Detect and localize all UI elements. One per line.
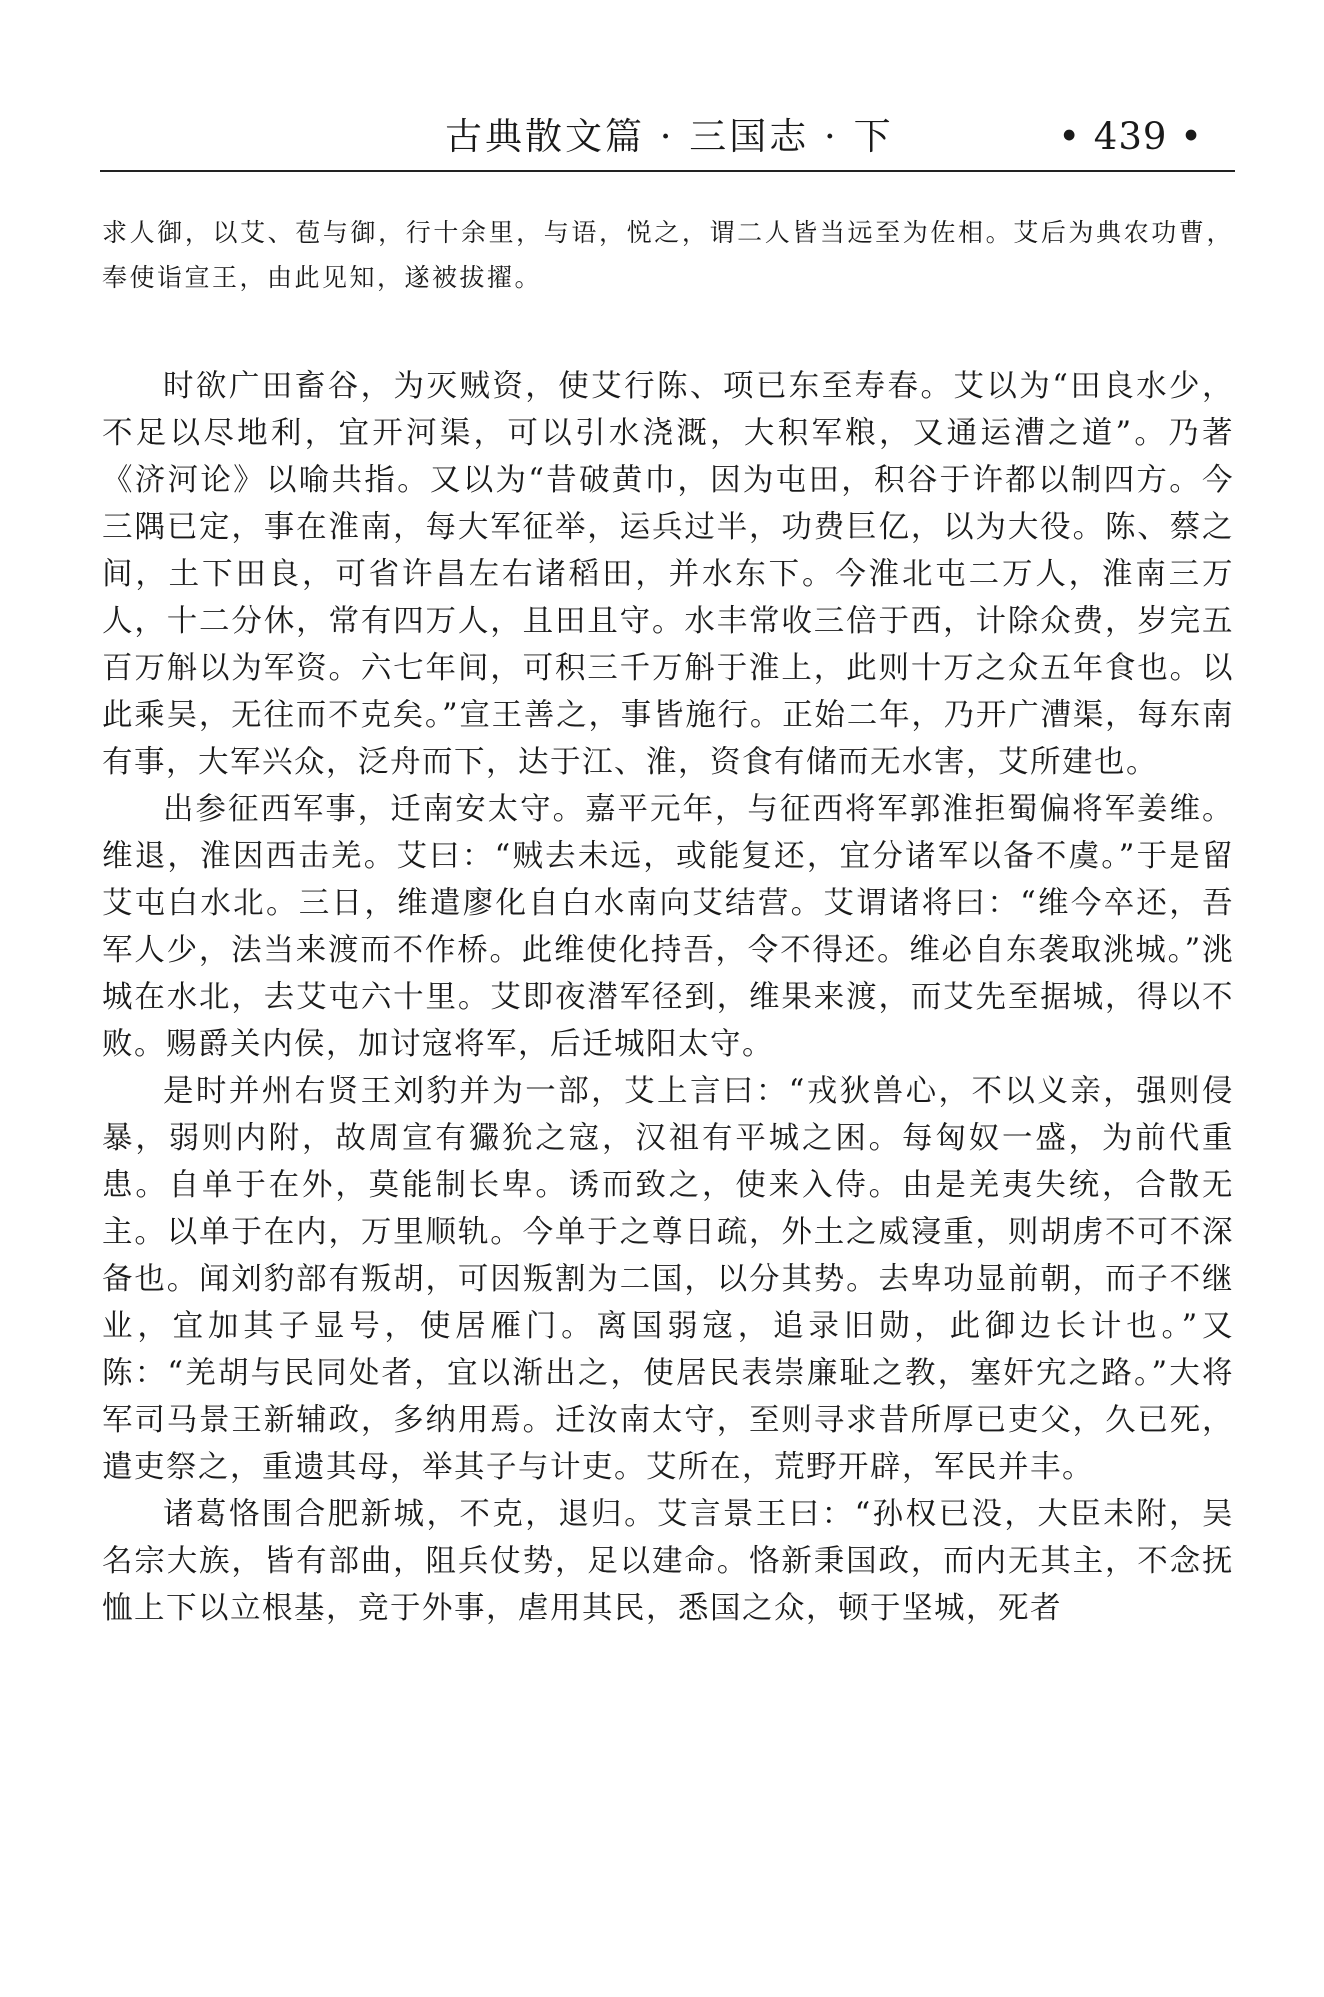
paragraph: 是时并州右贤王刘豹并为一部，艾上言曰：“戎狄兽心，不以义亲，强则侵暴，弱则内附，故周宣有玁狁之寇，汉祖有平城之困。每匈奴一盛，为前代重患。自单于在外，莫能制长卑。诱而致之，使来入侍。由是羌夷失统，合散无主。以单于在内，万里顺轨。今单于之尊日疏，外土之威寖重，则胡虏不可不深备也。闻刘豹部有叛胡，可因叛割为二国，以分其势。去卑功显前朝，而子不继业，宜加其子显号，使居雁门。离国弱寇，追录旧勋，此御边长计也。”又陈：“羌胡与民同处者，宜以渐出之，使居民表崇廉耻之教，塞奸宄之路。”大将军司马景王新辅政，多纳用焉。迁汝南太守，至则寻求昔所厚已吏父，久已死，遣吏祭之，重遗其母，举其子与计吏。艾所在，荒野开辟，军民并丰。 xyxy=(102,1074,1234,1485)
quote-paragraph: 求人御，以艾、苞与御，行十余里，与语，悦之，谓二人皆当远至为佐相。艾后为典农功曹，奉使诣宣王，由此见知，遂被拔擢。 xyxy=(102,218,1234,292)
header-rule xyxy=(100,170,1235,172)
page-number: • 439 • xyxy=(1058,115,1203,158)
body-text xyxy=(102,363,1234,1632)
running-header xyxy=(100,105,1235,169)
paragraph: 出参征西军事，迁南安太守。嘉平元年，与征西将军郭淮拒蜀偏将军姜维。维退，淮因西击羌。艾曰：“贼去未远，或能复还，宜分诸军以备不虞。”于是留艾屯白水北。三日，维遣廖化自白水南向艾结营。艾谓诸将曰：“维今卒还，吾军人少，法当来渡而不作桥。此维使化持吾，令不得还。维必自东袭取洮城。”洮城在水北，去艾屯六十里。艾即夜潜军径到，维果来渡，而艾先至据城，得以不败。赐爵关内侯，加讨寇将军，后迁城阳太守。 xyxy=(102,792,1234,1062)
paragraph: 时欲广田畜谷，为灭贼资，使艾行陈、项已东至寿春。艾以为“田良水少，不足以尽地利，宜开河渠，可以引水浇溉，大积军粮，又通运漕之道”。乃著《济河论》以喻共指。又以为“昔破黄巾，因为屯田，积谷于许都以制四方。今三隅已定，事在淮南，每大军征举，运兵过半，功费巨亿，以为大役。陈、蔡之间，土下田良，可省许昌左右诸稻田，并水东下。今淮北屯二万人，淮南三万人，十二分休，常有四万人，且田且守。水丰常收三倍于西，计除众费，岁完五百万斛以为军资。六七年间，可积三千万斛于淮上，此则十万之众五年食也。以此乘吴，无往而不克矣。”宣王善之，事皆施行。正始二年，乃开广漕渠，每东南有事，大军兴众，泛舟而下，达于江、淮，资食有储而无水害，艾所建也。 xyxy=(102,369,1234,780)
paragraph: 诸葛恪围合肥新城，不克，退归。艾言景王曰：“孙权已没，大臣未附，吴名宗大族，皆有部曲，阻兵仗势，足以建命。恪新秉国政，而内无其主，不念抚恤上下以立根基，竞于外事，虐用其民，悉国之众，顿于坚城，死者 xyxy=(102,1497,1234,1626)
header-title: 古典散文篇 · 三国志 · 下 xyxy=(445,115,894,158)
